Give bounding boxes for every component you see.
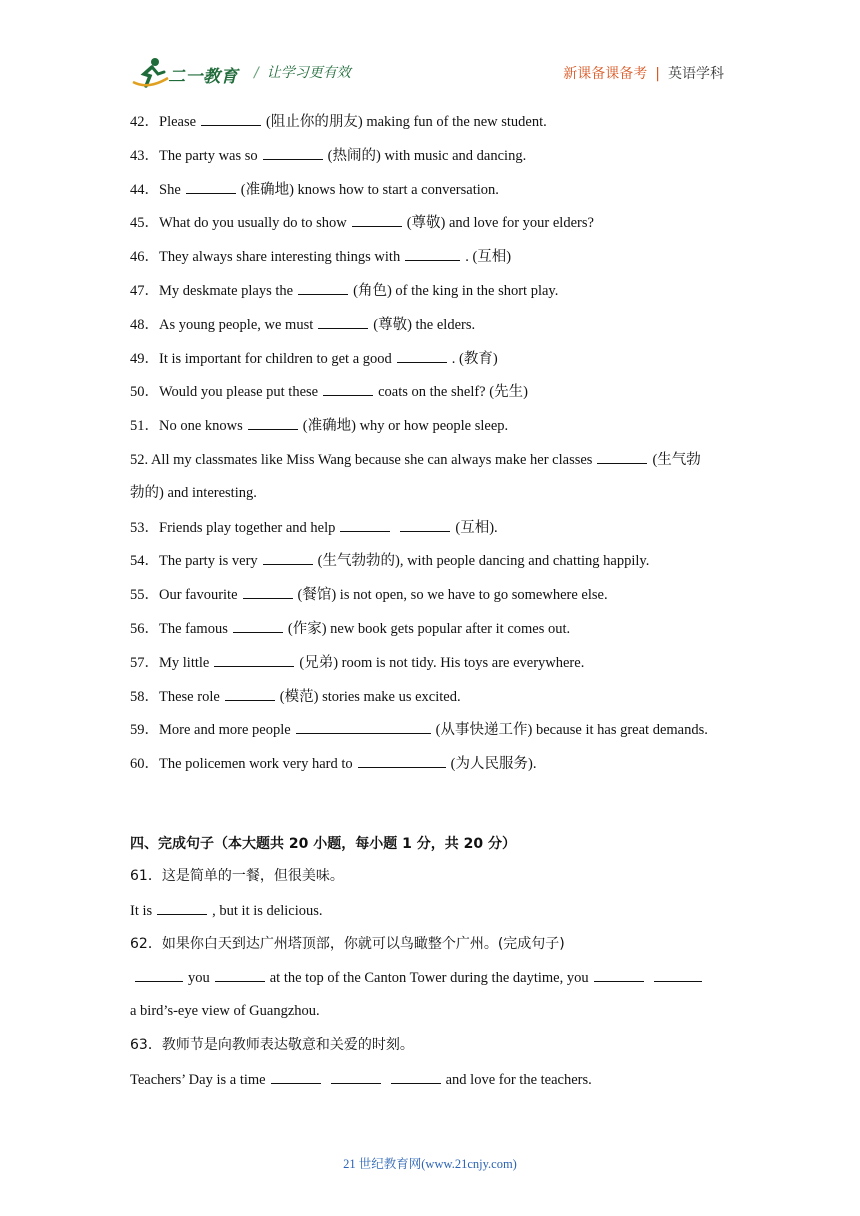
question-row	[130, 179, 499, 200]
answer-blank[interactable]	[263, 550, 313, 565]
answer-blank[interactable]	[597, 449, 647, 464]
answer-blank[interactable]	[318, 314, 368, 329]
question-row	[130, 1001, 320, 1021]
question-text: 61．这是简单的一餐，但很美味。	[130, 868, 344, 884]
question-text: 55．Our favourite	[130, 587, 238, 604]
question-text: 59．More and more people	[130, 722, 291, 739]
answer-blank[interactable]	[654, 967, 702, 982]
answer-blank[interactable]	[263, 145, 323, 160]
question-text: (准确地) knows how to start a conversation.	[240, 181, 499, 198]
answer-blank[interactable]	[391, 1069, 441, 1084]
section-heading: 四、完成句子（本大题共 20 小题，每小题 1 分，共 20 分）	[130, 836, 516, 852]
answer-blank[interactable]	[233, 618, 283, 633]
question-row	[130, 652, 584, 673]
answer-blank[interactable]	[400, 517, 450, 532]
answer-blank[interactable]	[323, 381, 373, 396]
logo	[130, 56, 240, 90]
question-row	[130, 280, 558, 301]
question-text: you	[188, 970, 210, 987]
page-header	[130, 56, 730, 92]
answer-blank[interactable]	[397, 348, 447, 363]
question-text: (尊敬) and love for your elders?	[406, 215, 594, 232]
header-right: 新课备课备考 | 英语学科	[563, 66, 724, 82]
question-row	[130, 212, 594, 233]
question-row	[130, 967, 707, 988]
question-text: 49．It is important for children to get a good	[130, 350, 392, 367]
question-row	[130, 866, 344, 886]
answer-blank[interactable]	[186, 179, 236, 194]
question-text: 勃的) and interesting.	[130, 484, 257, 501]
answer-blank[interactable]	[352, 212, 402, 227]
page-footer: 21 世纪教育网(www.21cnjy.com)	[343, 1157, 517, 1171]
answer-blank[interactable]	[298, 280, 348, 295]
question-text: coats on the shelf? (先生)	[378, 384, 528, 401]
slogan: / 让学习更有效	[254, 65, 351, 81]
question-row	[130, 753, 536, 774]
runner-logo-icon	[130, 56, 170, 90]
question-text: and love for the teachers.	[445, 1071, 592, 1088]
question-text: , but it is delicious.	[212, 902, 323, 919]
question-text: 43．The party was so	[130, 147, 258, 164]
header-right-a: 新课备课备考	[563, 66, 648, 82]
question-text: 42．Please	[130, 114, 197, 130]
question-text: (兄弟) room is not tidy. His toys are everywhere.	[299, 654, 585, 671]
question-text: Teachers’ Day is a time	[130, 1071, 266, 1088]
question-text: 50．Would you please put these	[130, 384, 319, 401]
question-text: 56．The famous	[130, 621, 228, 637]
question-text: (生气勃勃的), with people dancing and chatting happily.	[317, 553, 650, 570]
answer-blank[interactable]	[157, 900, 207, 915]
answer-blank[interactable]	[248, 415, 298, 430]
question-row	[130, 517, 498, 538]
slogan-text: 让学习更有效	[266, 65, 351, 81]
question-text: . (互相)	[465, 249, 512, 266]
answer-blank[interactable]	[214, 652, 294, 667]
question-row	[130, 1035, 414, 1055]
question-text: 48．As young people, we must	[130, 316, 314, 333]
question-text: a bird’s-eye view of Guangzhou.	[130, 1003, 320, 1020]
question-text: 51．No one knows	[130, 418, 243, 435]
answer-blank[interactable]	[331, 1069, 381, 1084]
logo-text: 二一教育	[168, 67, 238, 87]
question-row	[130, 934, 565, 954]
question-text: 54．The party is very	[130, 553, 258, 570]
answer-blank[interactable]	[405, 246, 460, 261]
question-row	[130, 719, 708, 740]
question-row	[130, 381, 528, 402]
question-text: 57．My little	[130, 654, 210, 671]
question-text: 53．Friends play together and help	[130, 519, 336, 536]
answer-blank[interactable]	[340, 517, 390, 532]
question-text: (为人民服务).	[450, 756, 537, 773]
question-row	[130, 449, 701, 470]
answer-blank[interactable]	[201, 111, 261, 126]
question-text: (热闹的) with music and dancing.	[327, 147, 527, 164]
question-text: (从事快递工作) because it has great demands.	[435, 722, 708, 739]
question-text: (生气勃	[652, 452, 701, 468]
answer-blank[interactable]	[358, 753, 446, 768]
header-right-b: 英语学科	[668, 66, 724, 82]
question-text: at the top of the Canton Tower during the daytime, you	[269, 970, 589, 987]
question-text: (阻止你的朋友) making fun of the new student.	[266, 114, 547, 130]
question-text: 47．My deskmate plays the	[130, 283, 294, 299]
question-row	[130, 1069, 592, 1090]
question-row	[130, 314, 475, 335]
answer-blank[interactable]	[243, 584, 293, 599]
question-text: 44．She	[130, 181, 181, 198]
question-text: (尊敬) the elders.	[373, 316, 476, 333]
question-row	[130, 145, 526, 166]
question-text: 60．The policemen work very hard to	[130, 756, 353, 773]
question-text: 62．如果你白天到达广州塔顶部，你就可以鸟瞰整个广州。(完成句子)	[130, 935, 565, 952]
question-text: (角色) of the king in the short play.	[353, 283, 559, 299]
question-text: 63．教师节是向教师表达敬意和关爱的时刻。	[130, 1037, 414, 1053]
question-row	[130, 483, 257, 503]
answer-blank[interactable]	[296, 719, 431, 734]
question-text: 52. All my classmates like Miss Wang because she can always make her classes	[130, 452, 593, 468]
question-row	[130, 111, 547, 132]
question-text: 45．What do you usually do to show	[130, 215, 347, 232]
answer-blank[interactable]	[594, 967, 644, 982]
question-row	[130, 246, 511, 267]
question-text: (作家) new book gets popular after it comes out.	[287, 621, 571, 637]
answer-blank[interactable]	[135, 967, 183, 982]
question-text: (准确地) why or how people sleep.	[302, 418, 509, 435]
answer-blank[interactable]	[215, 967, 265, 982]
question-text: . (教育)	[451, 350, 498, 367]
question-row	[130, 415, 508, 436]
answer-blank[interactable]	[225, 686, 275, 701]
question-row	[130, 618, 570, 639]
question-text: 46．They always share interesting things with	[130, 249, 401, 266]
question-text: (餐馆) is not open, so we have to go somewhere else.	[297, 587, 608, 604]
question-text: It is	[130, 902, 153, 919]
question-row	[130, 900, 323, 921]
answer-blank[interactable]	[271, 1069, 321, 1084]
question-text: (模范) stories make us excited.	[279, 688, 461, 705]
question-row	[130, 550, 649, 571]
question-row	[130, 348, 498, 369]
question-text: 58．These role	[130, 688, 220, 705]
question-text: (互相).	[455, 519, 498, 536]
question-row	[130, 686, 461, 707]
question-row	[130, 584, 608, 605]
